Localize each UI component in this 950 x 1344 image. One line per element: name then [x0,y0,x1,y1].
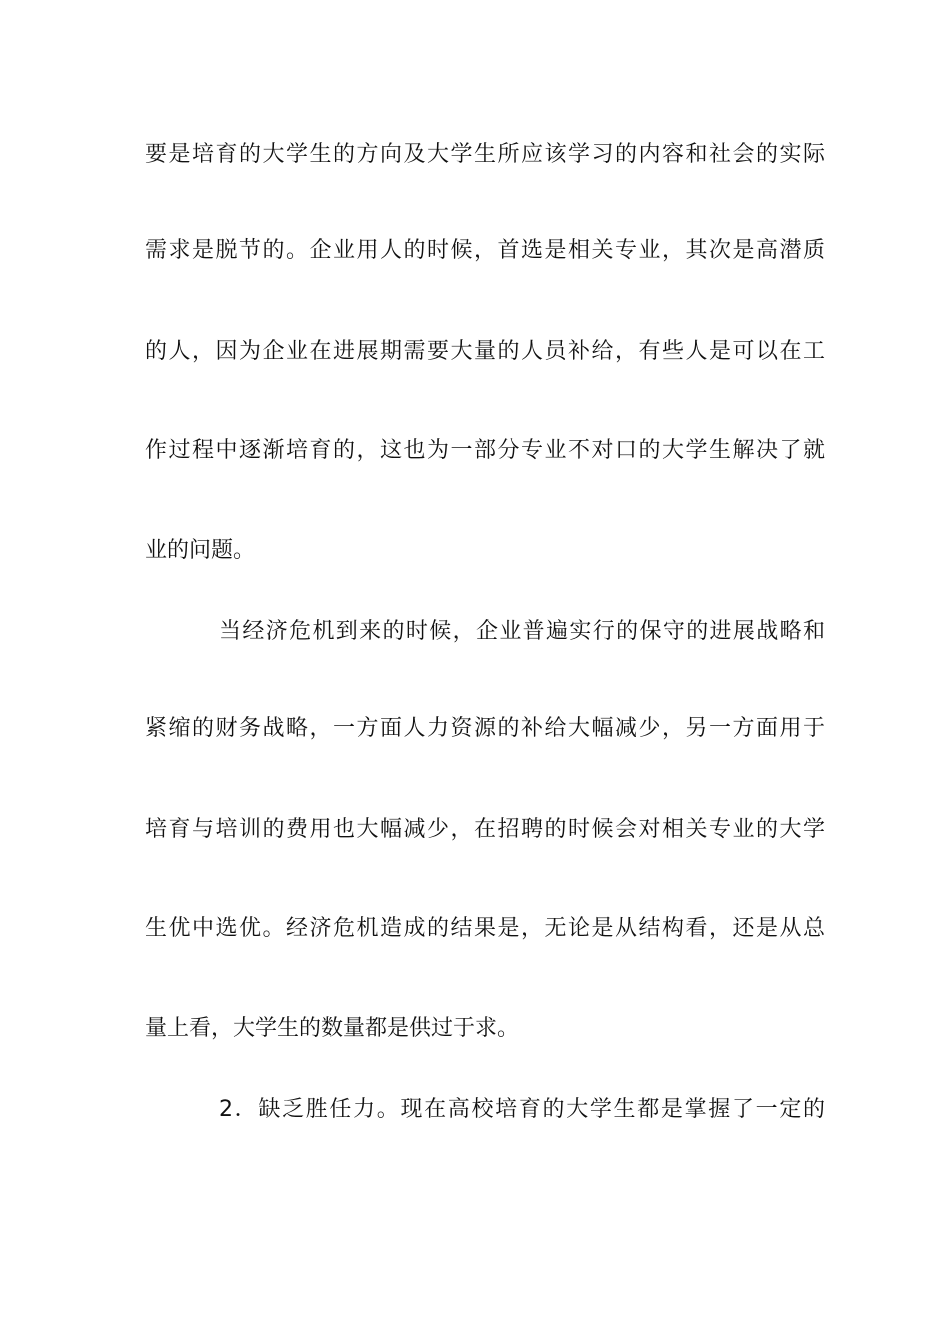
text-line: 量上看，大学生的数量都是供过于求。 [145,1016,520,1041]
numbered-item-first-line: 2．缺乏胜任力。现在高校培育的大学生都是掌握了一定的 [219,1097,825,1122]
text-line: 紧缩的财务战略，一方面人力资源的补给大幅减少，另一方面用于 [145,716,825,741]
text-line: 需求是脱节的。企业用人的时候，首选是相关专业，其次是高潜质 [145,238,825,263]
text-line: 要是培育的大学生的方向及大学生所应该学习的内容和社会的实际 [145,142,825,167]
text-line: 业的问题。 [145,538,256,563]
text-line: 作过程中逐渐培育的，这也为一部分专业不对口的大学生解决了就 [145,438,825,463]
text-line: 培育与培训的费用也大幅减少，在招聘的时候会对相关专业的大学 [145,817,825,842]
paragraph-first-line: 当经济危机到来的时候，企业普遍实行的保守的进展战略和 [219,619,825,644]
text-line: 生优中选优。经济危机造成的结果是，无论是从结构看，还是从总 [145,916,825,941]
text-line: 的人，因为企业在进展期需要大量的人员补给，有些人是可以在工 [145,339,825,364]
